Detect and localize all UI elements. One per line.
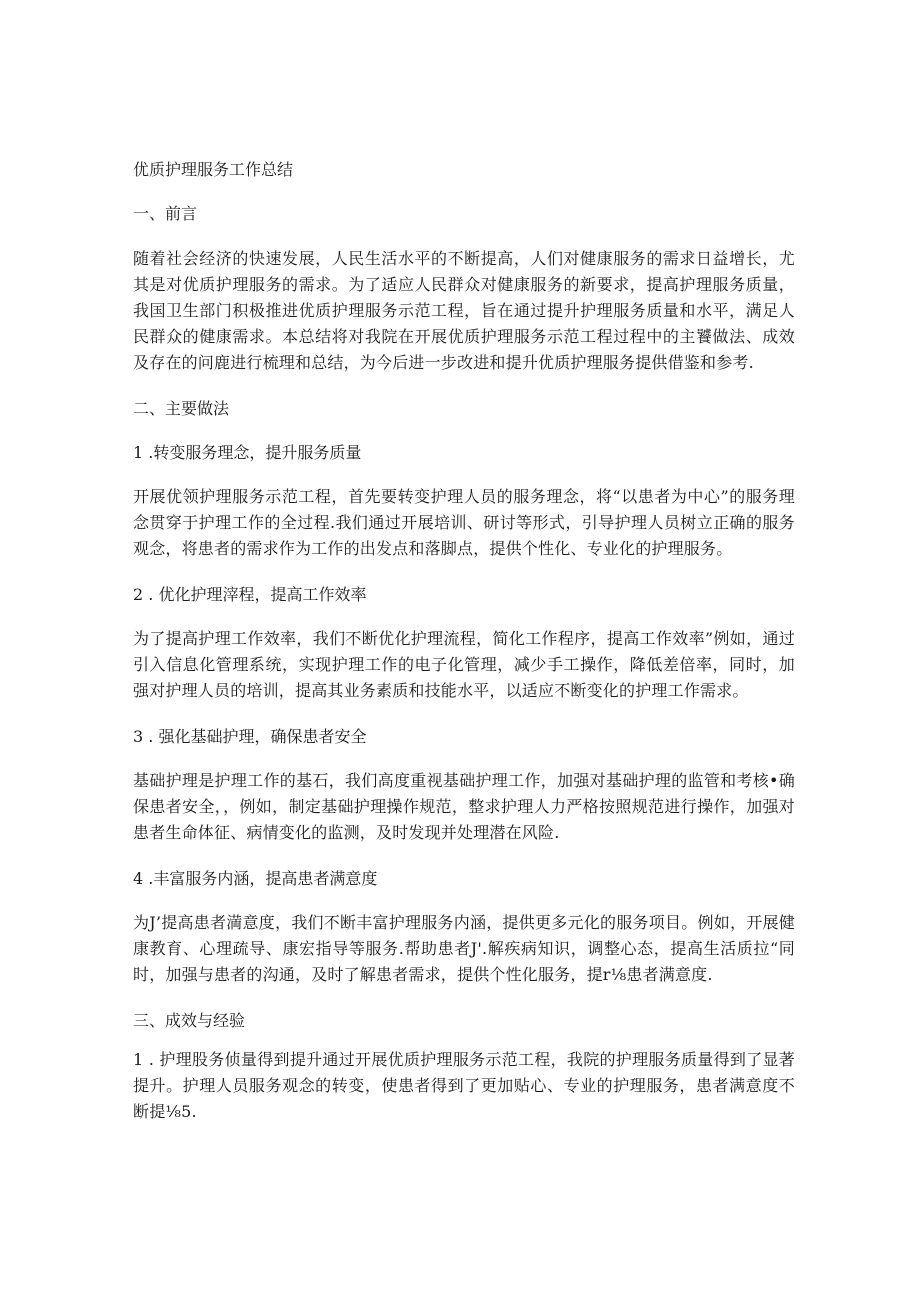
method-3-paragraph: 基础护理是护理工作的基石，我们高度重视基础护理工作，加强对基础护理的监管和考核•确保患者安全，，例如，制定基础护理操作规范，整求护理人力严格按照规范进行操作，加强对患者生命体征、病情变化的监测，及时发现并处理潜在风险.	[133, 771, 795, 842]
method-4-paragraph: 为J’提高患者満意度，我们不断丰富护理服务内涵，提供更多元化的服务项目。例如，开展健康教育、心理疏导、康宏指导等服务.帮助患者J'.解疾病知识，调整心态，提高生活质拉“同时，加强与患者的沟通，及时了解患者需求，提供个性化服务，提r⅛患者满意度.	[133, 913, 795, 984]
method-4-heading: 4 .丰富服务内涵，提高患者满意度	[133, 869, 378, 888]
section-heading-preface: 一、前言	[133, 204, 198, 223]
method-1-paragraph: 开展优领护理服务示范工程，首先要转变护理人员的服务理念，将“以患者为中心”的服务理念贯穿于护理工作的全过程.我们通过开展培训、研讨等形式，引导护理人员树立正确的服务观念，将患者的需求作为工作的出发点和落脚点，提供个性化、专业化的护理服务。	[133, 487, 795, 558]
section-heading-methods: 二、主要做法	[133, 399, 230, 418]
preface-paragraph: 随着社会经济的快速发展，人民生活水平的不断提高，人们对健康服务的需求日益增长，尤其是对优质护理服务的需求。为了适应人民群众对健康服务的新要求，提高护理服务质量，我国卫生部门积极推进优质护理服务示范工程，旨在通过提升护理服务质量和水平，满足人民群众的健康需求。本总结将对我院在开展优质护理服务示范工程过程中的主饕做法、成效及存在的问鹿进行梳理和总结，为今后进一步改进和提升优质护理服务提供借鉴和参考.	[133, 249, 795, 372]
method-2-paragraph: 为了提高护理工作效率，我们不断优化护理流程，简化工作程序，提高工作效率”例如，通过引入信息化管理系统，实现护理工作的电子化管理，减少手工操作，降低差倍率，同时，加强对护理人员的培训，提高其业务素质和技能水平，以适应不断变化的护理工作需求。	[133, 629, 795, 700]
method-1-heading: 1 .转变服务理念，提升服务质量	[133, 443, 362, 462]
document-title: 优质护理服务工作总结	[133, 160, 294, 179]
result-1-paragraph: 1 . 护理股务侦量得到提升通过开展优质护理服务示范工程，我院的护理服务质量得到了显著提升。护理人员服务观念的转变，使患者得到了更加贴心、专业的护理服务，患者满意度不断提⅛5.	[133, 1050, 795, 1121]
document-page	[133, 158, 795, 1146]
section-heading-results: 三、成效与经验	[133, 1011, 246, 1030]
method-3-heading: 3 . 强化基础护理，确保患者安全	[133, 727, 367, 746]
method-2-heading: 2 . 优化护理滓程，提高工作效率	[133, 585, 367, 604]
